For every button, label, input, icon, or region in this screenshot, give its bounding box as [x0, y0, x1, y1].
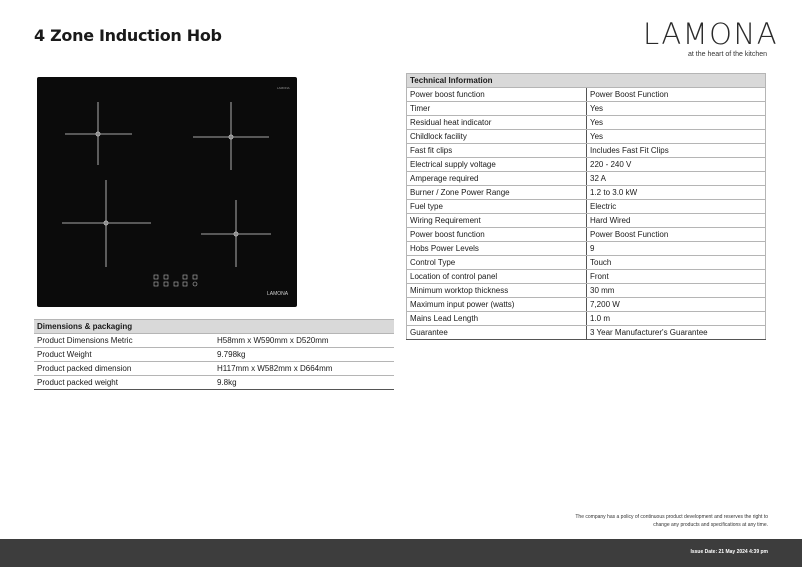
- table-row: [34, 362, 394, 376]
- table-row: [407, 102, 766, 116]
- row-label: Minimum worktop thickness: [407, 284, 587, 298]
- row-label: Fast fit clips: [407, 144, 587, 158]
- row-label: Location of control panel: [407, 270, 587, 284]
- row-label: Product packed dimension: [34, 362, 214, 376]
- row-value: 1.0 m: [587, 312, 766, 326]
- table-row: [407, 256, 766, 270]
- table-row: [34, 348, 394, 362]
- row-value: Touch: [587, 256, 766, 270]
- hob-logo: LAMONA: [267, 291, 289, 297]
- cooking-zone-top-left: [65, 102, 132, 165]
- brand-tagline: at the heart of the kitchen: [688, 51, 767, 58]
- dimensions-heading: Dimensions & packaging: [34, 320, 394, 334]
- row-label: Power boost function: [407, 228, 587, 242]
- row-value: 32 A: [587, 172, 766, 186]
- table-row: [407, 144, 766, 158]
- row-value: 220 - 240 V: [587, 158, 766, 172]
- table-row: [407, 116, 766, 130]
- cooking-zone-bottom-left: [62, 180, 151, 267]
- dimensions-table: [34, 319, 394, 390]
- row-value: H117mm x W582mm x D664mm: [214, 362, 394, 376]
- row-value: 30 mm: [587, 284, 766, 298]
- row-label: Product Dimensions Metric: [34, 334, 214, 348]
- touch-control-panel: [154, 275, 197, 286]
- row-label: Product Weight: [34, 348, 214, 362]
- table-row: [407, 298, 766, 312]
- brand-logo: [643, 17, 779, 58]
- row-label: Mains Lead Length: [407, 312, 587, 326]
- row-value: Yes: [587, 130, 766, 144]
- brand-name: LAMONA: [643, 17, 779, 51]
- table-row: [407, 270, 766, 284]
- row-label: Guarantee: [407, 326, 587, 340]
- row-label: Power boost function: [407, 88, 587, 102]
- row-label: Amperage required: [407, 172, 587, 186]
- technical-table-heading: [407, 74, 766, 88]
- footer-bar: [0, 539, 802, 567]
- row-label: Wiring Requirement: [407, 214, 587, 228]
- disclaimer-line: change any products and specifications at any time.: [653, 522, 768, 528]
- row-value: 7,200 W: [587, 298, 766, 312]
- row-value: Electric: [587, 200, 766, 214]
- hob-logo-small: LAMONA: [277, 86, 290, 90]
- row-label: Hobs Power Levels: [407, 242, 587, 256]
- row-value: Power Boost Function: [587, 228, 766, 242]
- row-value: Yes: [587, 116, 766, 130]
- row-value: 3 Year Manufacturer's Guarantee: [587, 326, 766, 340]
- row-label: Childlock facility: [407, 130, 587, 144]
- row-value: H58mm x W590mm x D520mm: [214, 334, 394, 348]
- table-row: [407, 158, 766, 172]
- table-row: [407, 242, 766, 256]
- cooking-zone-bottom-right: [201, 200, 271, 267]
- row-label: Fuel type: [407, 200, 587, 214]
- technical-heading: Technical Information: [407, 74, 766, 88]
- dimensions-table-heading: [34, 320, 394, 334]
- table-row: [407, 88, 766, 102]
- induction-hob-photo: [37, 77, 297, 307]
- table-row: [407, 214, 766, 228]
- row-value: Front: [587, 270, 766, 284]
- row-label: Maximum input power (watts): [407, 298, 587, 312]
- row-label: Control Type: [407, 256, 587, 270]
- table-row: [407, 312, 766, 326]
- table-row: [34, 334, 394, 348]
- cooking-zone-top-right: [193, 102, 269, 170]
- table-row: [407, 284, 766, 298]
- issue-date: Issue Date: 21 May 2024 4:39 pm: [690, 549, 768, 555]
- disclaimer: [468, 513, 768, 529]
- row-value: 9.8kg: [214, 376, 394, 390]
- technical-table: [406, 73, 766, 340]
- row-value: 9.798kg: [214, 348, 394, 362]
- table-row: [407, 130, 766, 144]
- row-label: Electrical supply voltage: [407, 158, 587, 172]
- row-value: Power Boost Function: [587, 88, 766, 102]
- table-row: [407, 228, 766, 242]
- row-value: 1.2 to 3.0 kW: [587, 186, 766, 200]
- table-row: [407, 186, 766, 200]
- row-label: Timer: [407, 102, 587, 116]
- table-row: [407, 200, 766, 214]
- table-row: [407, 172, 766, 186]
- row-label: Burner / Zone Power Range: [407, 186, 587, 200]
- row-label: Product packed weight: [34, 376, 214, 390]
- row-label: Residual heat indicator: [407, 116, 587, 130]
- row-value: Yes: [587, 102, 766, 116]
- hob-illustration: [37, 77, 297, 307]
- row-value: Includes Fast Fit Clips: [587, 144, 766, 158]
- table-row: [34, 376, 394, 390]
- table-row: [407, 326, 766, 340]
- page-title: 4 Zone Induction Hob: [34, 26, 222, 45]
- disclaimer-line: The company has a policy of continuous product development and reserves the right to: [575, 514, 768, 520]
- row-value: Hard Wired: [587, 214, 766, 228]
- row-value: 9: [587, 242, 766, 256]
